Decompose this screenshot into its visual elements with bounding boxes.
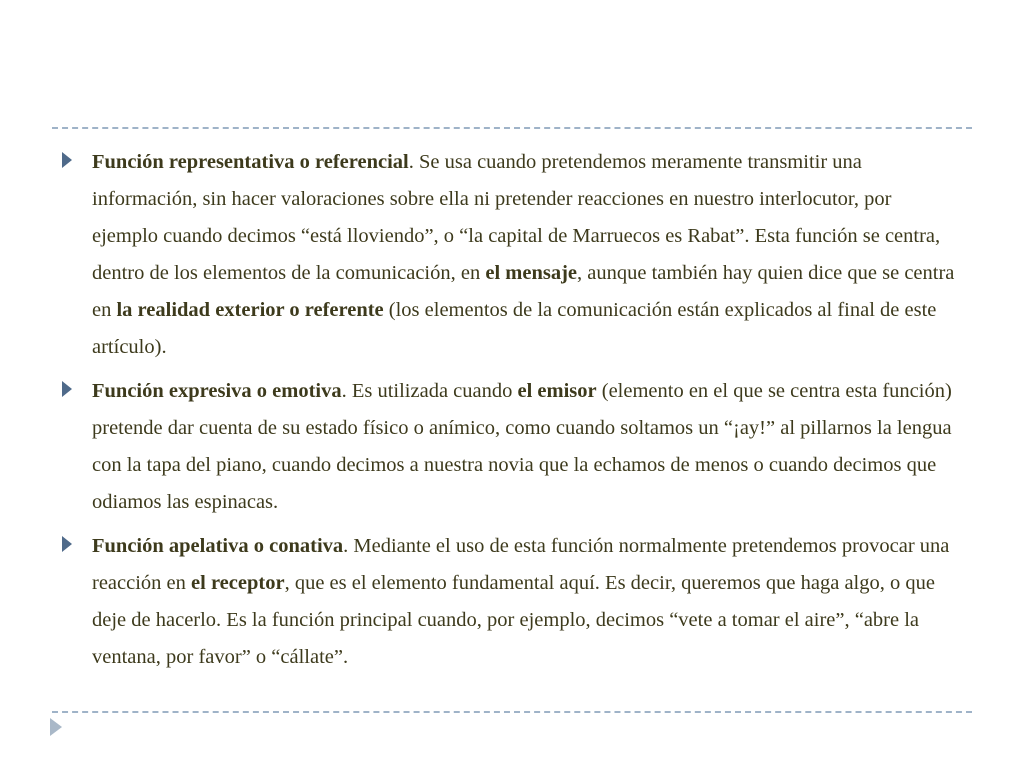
item-text-run: (elemento en el que se centra esta función) pretende dar cuenta de su estado físico o anímico, como cuando soltamos un “¡ay!” al pillarnos la lengua con la tapa del piano, cuando decimos a nuestra novia que la echamos de menos o cuando decimos que odiamos las espinacas. — [92, 380, 952, 513]
top-dashed-divider — [52, 127, 972, 129]
item-title: Función representativa o referencial — [92, 151, 409, 173]
list-item — [62, 528, 962, 676]
item-title: Función expresiva o emotiva — [92, 380, 342, 402]
item-text-run: (los elementos de la comunicación están explicados al final de este artículo). — [92, 299, 937, 358]
item-text-run: . Es utilizada cuando — [341, 380, 518, 402]
item-text — [92, 144, 962, 366]
list-item — [62, 373, 962, 521]
triangle-bullet-icon — [62, 536, 72, 552]
list-item — [62, 144, 962, 366]
item-emphasis: la realidad exterior o referente — [116, 299, 384, 321]
triangle-bullet-icon — [62, 381, 72, 397]
corner-arrow-icon — [50, 718, 62, 736]
item-text-run: , que es el elemento fundamental aquí. Es decir, queremos que haga algo, o que deje de hacerlo. Es la función principal cuando, por ejemplo, decimos “vete a tomar el aire”, “abre la ventana, por favor” o “cállate”. — [92, 572, 935, 668]
item-text — [92, 528, 962, 676]
bullet-list — [62, 144, 962, 683]
item-text-run: , aunque también hay quien dice que se centra en — [92, 262, 955, 321]
bottom-dashed-divider — [52, 711, 972, 713]
item-text — [92, 373, 962, 521]
triangle-bullet-icon — [62, 152, 72, 168]
item-emphasis: el emisor — [517, 380, 597, 402]
item-emphasis: el receptor — [191, 572, 285, 594]
item-emphasis: el mensaje — [485, 262, 578, 284]
item-text-run: . Mediante el uso de esta función normalmente pretendemos provocar una reacción en — [92, 535, 950, 594]
item-text-run: . Se usa cuando pretendemos meramente transmitir una información, sin hacer valoraciones sobre ella ni pretender reacciones en nuestro interlocutor, por ejemplo cuando decimos “está lloviendo”, o “la capital de Marruecos es Rabat”. Esta función se centra, dentro de los elementos de la comunicación, en — [92, 151, 941, 284]
item-title: Función apelativa o conativa — [92, 535, 344, 557]
